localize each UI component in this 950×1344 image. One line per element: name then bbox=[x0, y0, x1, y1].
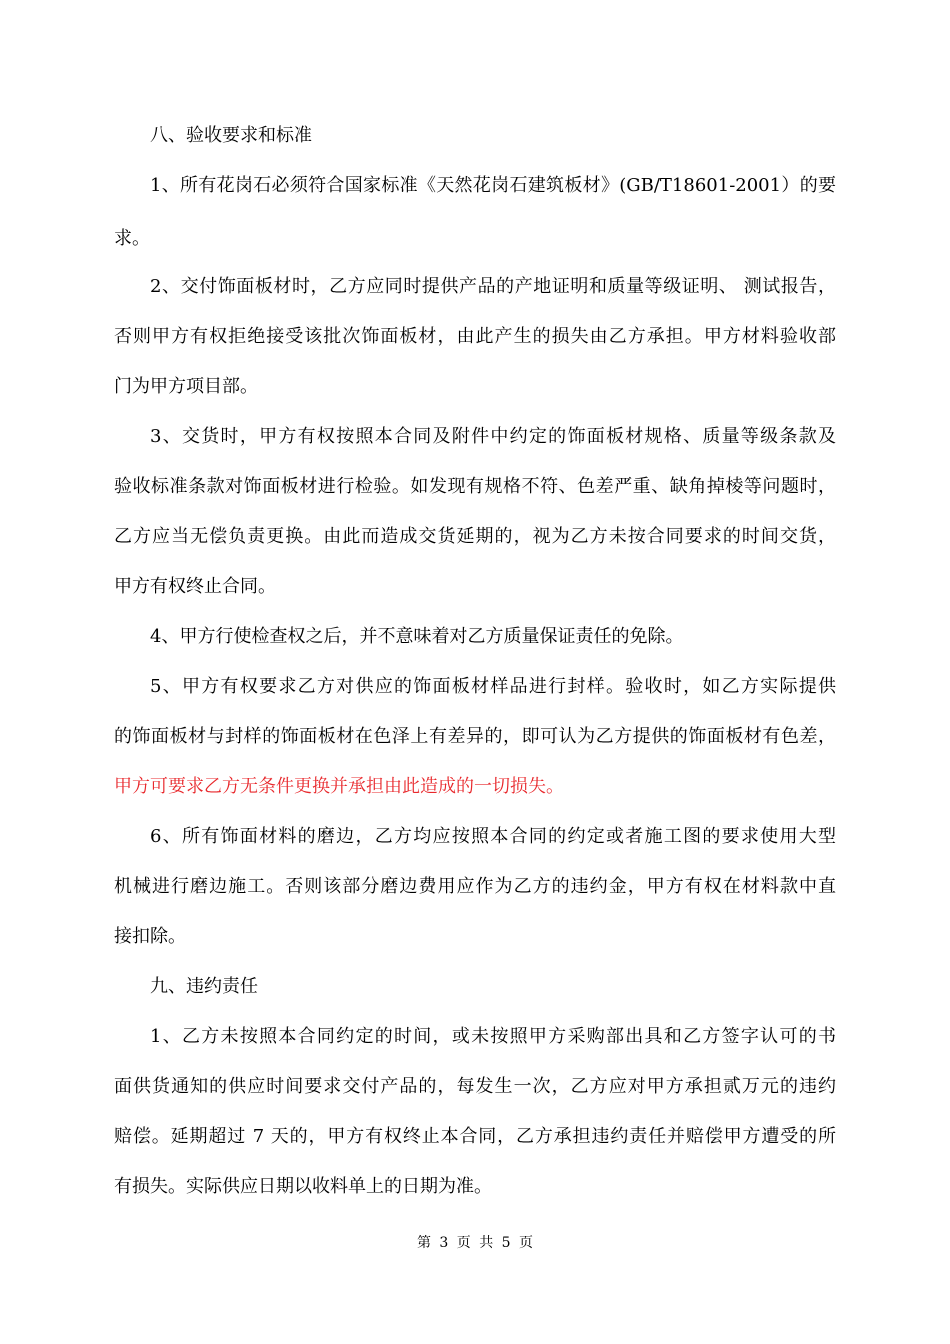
paragraph-line: 否则甲方有权拒绝接受该批次饰面板材，由此产生的损失由乙方承担。甲方材料验收部 bbox=[114, 326, 836, 347]
paragraph-line: 5、甲方有权要求乙方对供应的饰面板材样品进行封样。验收时，如乙方实际提供 bbox=[150, 676, 836, 697]
highlighted-paragraph-line: 甲方可要求乙方无条件更换并承担由此造成的一切损失。 bbox=[114, 776, 564, 797]
section-heading-acceptance: 八、验收要求和标准 bbox=[150, 125, 312, 146]
paragraph-line: 1、所有花岗石必须符合国家标准《天然花岗石建筑板材》(GB/T18601-2001）的要 bbox=[150, 175, 836, 196]
paragraph-line: 1、乙方未按照本合同约定的时间，或未按照甲方采购部出具和乙方签字认可的书 bbox=[150, 1026, 836, 1047]
paragraph-line: 的饰面板材与封样的饰面板材在色泽上有差异的，即可认为乙方提供的饰面板材有色差， bbox=[114, 726, 836, 747]
paragraph-line: 门为甲方项目部。 bbox=[114, 376, 258, 397]
paragraph-line: 乙方应当无偿负责更换。由此而造成交货延期的，视为乙方未按合同要求的时间交货， bbox=[114, 526, 836, 547]
paragraph-line: 有损失。实际供应日期以收料单上的日期为准。 bbox=[114, 1176, 492, 1197]
paragraph-line: 甲方有权终止合同。 bbox=[114, 576, 276, 597]
paragraph-line: 2、交付饰面板材时，乙方应同时提供产品的产地证明和质量等级证明、 测试报告， bbox=[150, 276, 836, 297]
paragraph-line: 3、交货时，甲方有权按照本合同及附件中约定的饰面板材规格、质量等级条款及 bbox=[150, 426, 836, 447]
section-heading-liability: 九、违约责任 bbox=[150, 976, 258, 997]
paragraph-line: 6、所有饰面材料的磨边，乙方均应按照本合同的约定或者施工图的要求使用大型 bbox=[150, 826, 836, 847]
paragraph-line: 验收标准条款对饰面板材进行检验。如发现有规格不符、色差严重、缺角掉棱等问题时， bbox=[114, 476, 836, 497]
paragraph-line: 机械进行磨边施工。否则该部分磨边费用应作为乙方的违约金，甲方有权在材料款中直 bbox=[114, 876, 836, 897]
paragraph-line: 接扣除。 bbox=[114, 926, 186, 947]
paragraph-line: 求。 bbox=[114, 228, 150, 249]
paragraph-line: 面供货通知的供应时间要求交付产品的，每发生一次，乙方应对甲方承担贰万元的违约 bbox=[114, 1076, 836, 1097]
paragraph-line: 4、甲方行使检查权之后，并不意味着对乙方质量保证责任的免除。 bbox=[150, 626, 684, 647]
page-number-footer: 第 3 页 共 5 页 bbox=[416, 1235, 534, 1251]
paragraph-line: 赔偿。延期超过 7 天的，甲方有权终止本合同，乙方承担违约责任并赔偿甲方遭受的所 bbox=[114, 1126, 836, 1147]
